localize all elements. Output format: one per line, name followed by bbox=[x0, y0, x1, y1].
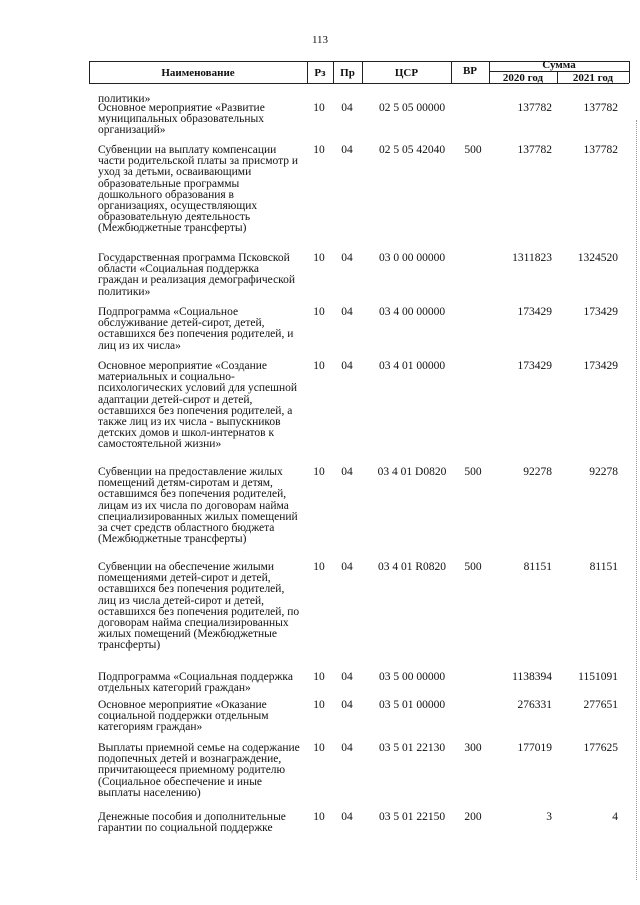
row-rz: 10 bbox=[313, 699, 325, 711]
row-vr: 200 bbox=[464, 811, 482, 823]
row-name: Субвенции на предоставление жилых помещений детям-сиротам и детям, оставшимся без попечения родителей, лицам из их числа по договорам найма специализированных жилых помещений за счет средств областного бюджета (Межбюджетные трансферты) bbox=[98, 466, 298, 546]
row-csr: 03 5 01 22130 bbox=[378, 742, 446, 754]
row-pr: 04 bbox=[341, 360, 353, 372]
header-2021: 2021 год bbox=[572, 72, 614, 84]
row-rz: 10 bbox=[313, 360, 325, 372]
scan-edge bbox=[636, 120, 638, 880]
row-csr: 03 0 00 00000 bbox=[378, 252, 446, 264]
row-rz: 10 bbox=[313, 252, 325, 264]
row-sum-2020: 173429 bbox=[517, 360, 552, 372]
row-sum-2020: 92278 bbox=[523, 466, 552, 478]
row-name: Основное мероприятие «Оказание социальной поддержки отдельным категориям граждан» bbox=[98, 699, 269, 734]
row-rz: 10 bbox=[313, 466, 325, 478]
row-vr: 500 bbox=[464, 144, 482, 156]
row-pr: 04 bbox=[341, 811, 353, 823]
row-pr: 04 bbox=[341, 742, 353, 754]
row-csr: 03 4 01 R0820 bbox=[377, 561, 447, 573]
row-sum-2020: 276331 bbox=[517, 699, 552, 711]
row-name: Субвенции на обеспечение жилыми помещениями детей-сирот и детей, оставшихся без попечения родителей, лиц из числа детей-сирот и детей, оставшихся без попечения родителей, по договорам найма специализированных жилых помещений (Межбюджетные трансферты) bbox=[98, 561, 300, 652]
row-csr: 03 4 01 D0820 bbox=[377, 466, 447, 478]
row-rz: 10 bbox=[313, 306, 325, 318]
row-sum-2021: 173429 bbox=[583, 360, 618, 372]
row-name: Денежные пособия и дополнительные гарантии по социальной поддержке bbox=[98, 811, 286, 835]
row-sum-2020: 173429 bbox=[517, 306, 552, 318]
row-rz: 10 bbox=[313, 561, 325, 573]
row-csr: 03 5 01 00000 bbox=[378, 699, 446, 711]
row-sum-2021: 1324520 bbox=[577, 252, 618, 264]
row-sum-2020: 1311823 bbox=[512, 252, 552, 264]
row-sum-2021: 92278 bbox=[589, 466, 618, 478]
row-csr: 02 5 05 00000 bbox=[378, 102, 446, 114]
row-sum-2020: 177019 bbox=[517, 742, 552, 754]
header-vr: ВР bbox=[462, 65, 478, 77]
row-sum-2020: 81151 bbox=[523, 561, 552, 573]
row-csr: 03 5 00 00000 bbox=[378, 671, 446, 683]
row-vr: 300 bbox=[464, 742, 482, 754]
row-name: Выплаты приемной семье на содержание подопечных детей и вознаграждение, причитающееся приемному родителю (Социальное обеспечение и иные выплаты населению) bbox=[98, 742, 300, 799]
row-sum-2021: 4 bbox=[612, 811, 618, 823]
row-csr: 03 5 01 22150 bbox=[378, 811, 446, 823]
row-pr: 04 bbox=[341, 466, 353, 478]
header-sum: Сумма bbox=[542, 59, 576, 71]
page-number: 113 bbox=[311, 34, 329, 46]
header-rz: Рз bbox=[314, 67, 326, 79]
row-name: Подпрограмма «Социальное обслуживание детей-сирот, детей, оставшихся без попечения родителей, и лиц из их числа» bbox=[98, 306, 294, 352]
row-rz: 10 bbox=[313, 742, 325, 754]
row-sum-2020: 1138394 bbox=[512, 671, 552, 683]
row-sum-2020: 137782 bbox=[517, 144, 552, 156]
row-pr: 04 bbox=[341, 102, 353, 114]
row-pr: 04 bbox=[341, 699, 353, 711]
row-name: Подпрограмма «Социальная поддержка отдельных категорий граждан» bbox=[98, 671, 293, 695]
row-sum-2021: 137782 bbox=[583, 102, 618, 114]
row-sum-2021: 177625 bbox=[583, 742, 618, 754]
row-sum-2021: 277651 bbox=[583, 699, 618, 711]
header-csr: ЦСР bbox=[394, 67, 419, 79]
row-csr: 03 4 01 00000 bbox=[378, 360, 446, 372]
header-pr: Пр bbox=[340, 67, 355, 79]
row-rz: 10 bbox=[313, 144, 325, 156]
row-name: Основное мероприятие «Развитие муниципальных образовательных организаций» bbox=[98, 102, 265, 137]
row-pr: 04 bbox=[341, 306, 353, 318]
row-name: Основное мероприятие «Создание материальных и социально- психологических условий для успешной адаптации детей-сирот и детей, оставшихся без попечения родителей, а также лиц из их числа - выпускников детских домов и школ-интернатов к самостоятельной жизни» bbox=[98, 360, 298, 451]
row-pr: 04 bbox=[341, 561, 353, 573]
row-sum-2021: 137782 bbox=[583, 144, 618, 156]
row-csr: 02 5 05 42040 bbox=[378, 144, 446, 156]
row-sum-2020: 3 bbox=[546, 811, 552, 823]
row-pr: 04 bbox=[341, 144, 353, 156]
row-rz: 10 bbox=[313, 102, 325, 114]
row-pr: 04 bbox=[341, 252, 353, 264]
row-name: Субвенции на выплату компенсации части родительской платы за присмотр и уход за детьми, осваивающими образовательные программы дошкольного образования в организациях, осуществляющих образовательную деятельность (Межбюджетные трансферты) bbox=[98, 144, 299, 235]
row-rz: 10 bbox=[313, 811, 325, 823]
row-sum-2021: 173429 bbox=[583, 306, 618, 318]
row-vr: 500 bbox=[464, 466, 482, 478]
row-rz: 10 bbox=[313, 671, 325, 683]
row-csr: 03 4 00 00000 bbox=[378, 306, 446, 318]
table-header bbox=[89, 61, 629, 83]
row-name: Государственная программа Псковской области «Социальная поддержка граждан и реализация демографической политики» bbox=[98, 252, 296, 298]
row-sum-2021: 81151 bbox=[589, 561, 618, 573]
row-sum-2021: 1151091 bbox=[578, 671, 618, 683]
header-2020: 2020 год bbox=[502, 72, 544, 84]
row-name: политики» bbox=[98, 93, 151, 105]
row-vr: 500 bbox=[464, 561, 482, 573]
row-pr: 04 bbox=[341, 671, 353, 683]
row-sum-2020: 137782 bbox=[517, 102, 552, 114]
header-name: Наименование bbox=[161, 67, 235, 79]
